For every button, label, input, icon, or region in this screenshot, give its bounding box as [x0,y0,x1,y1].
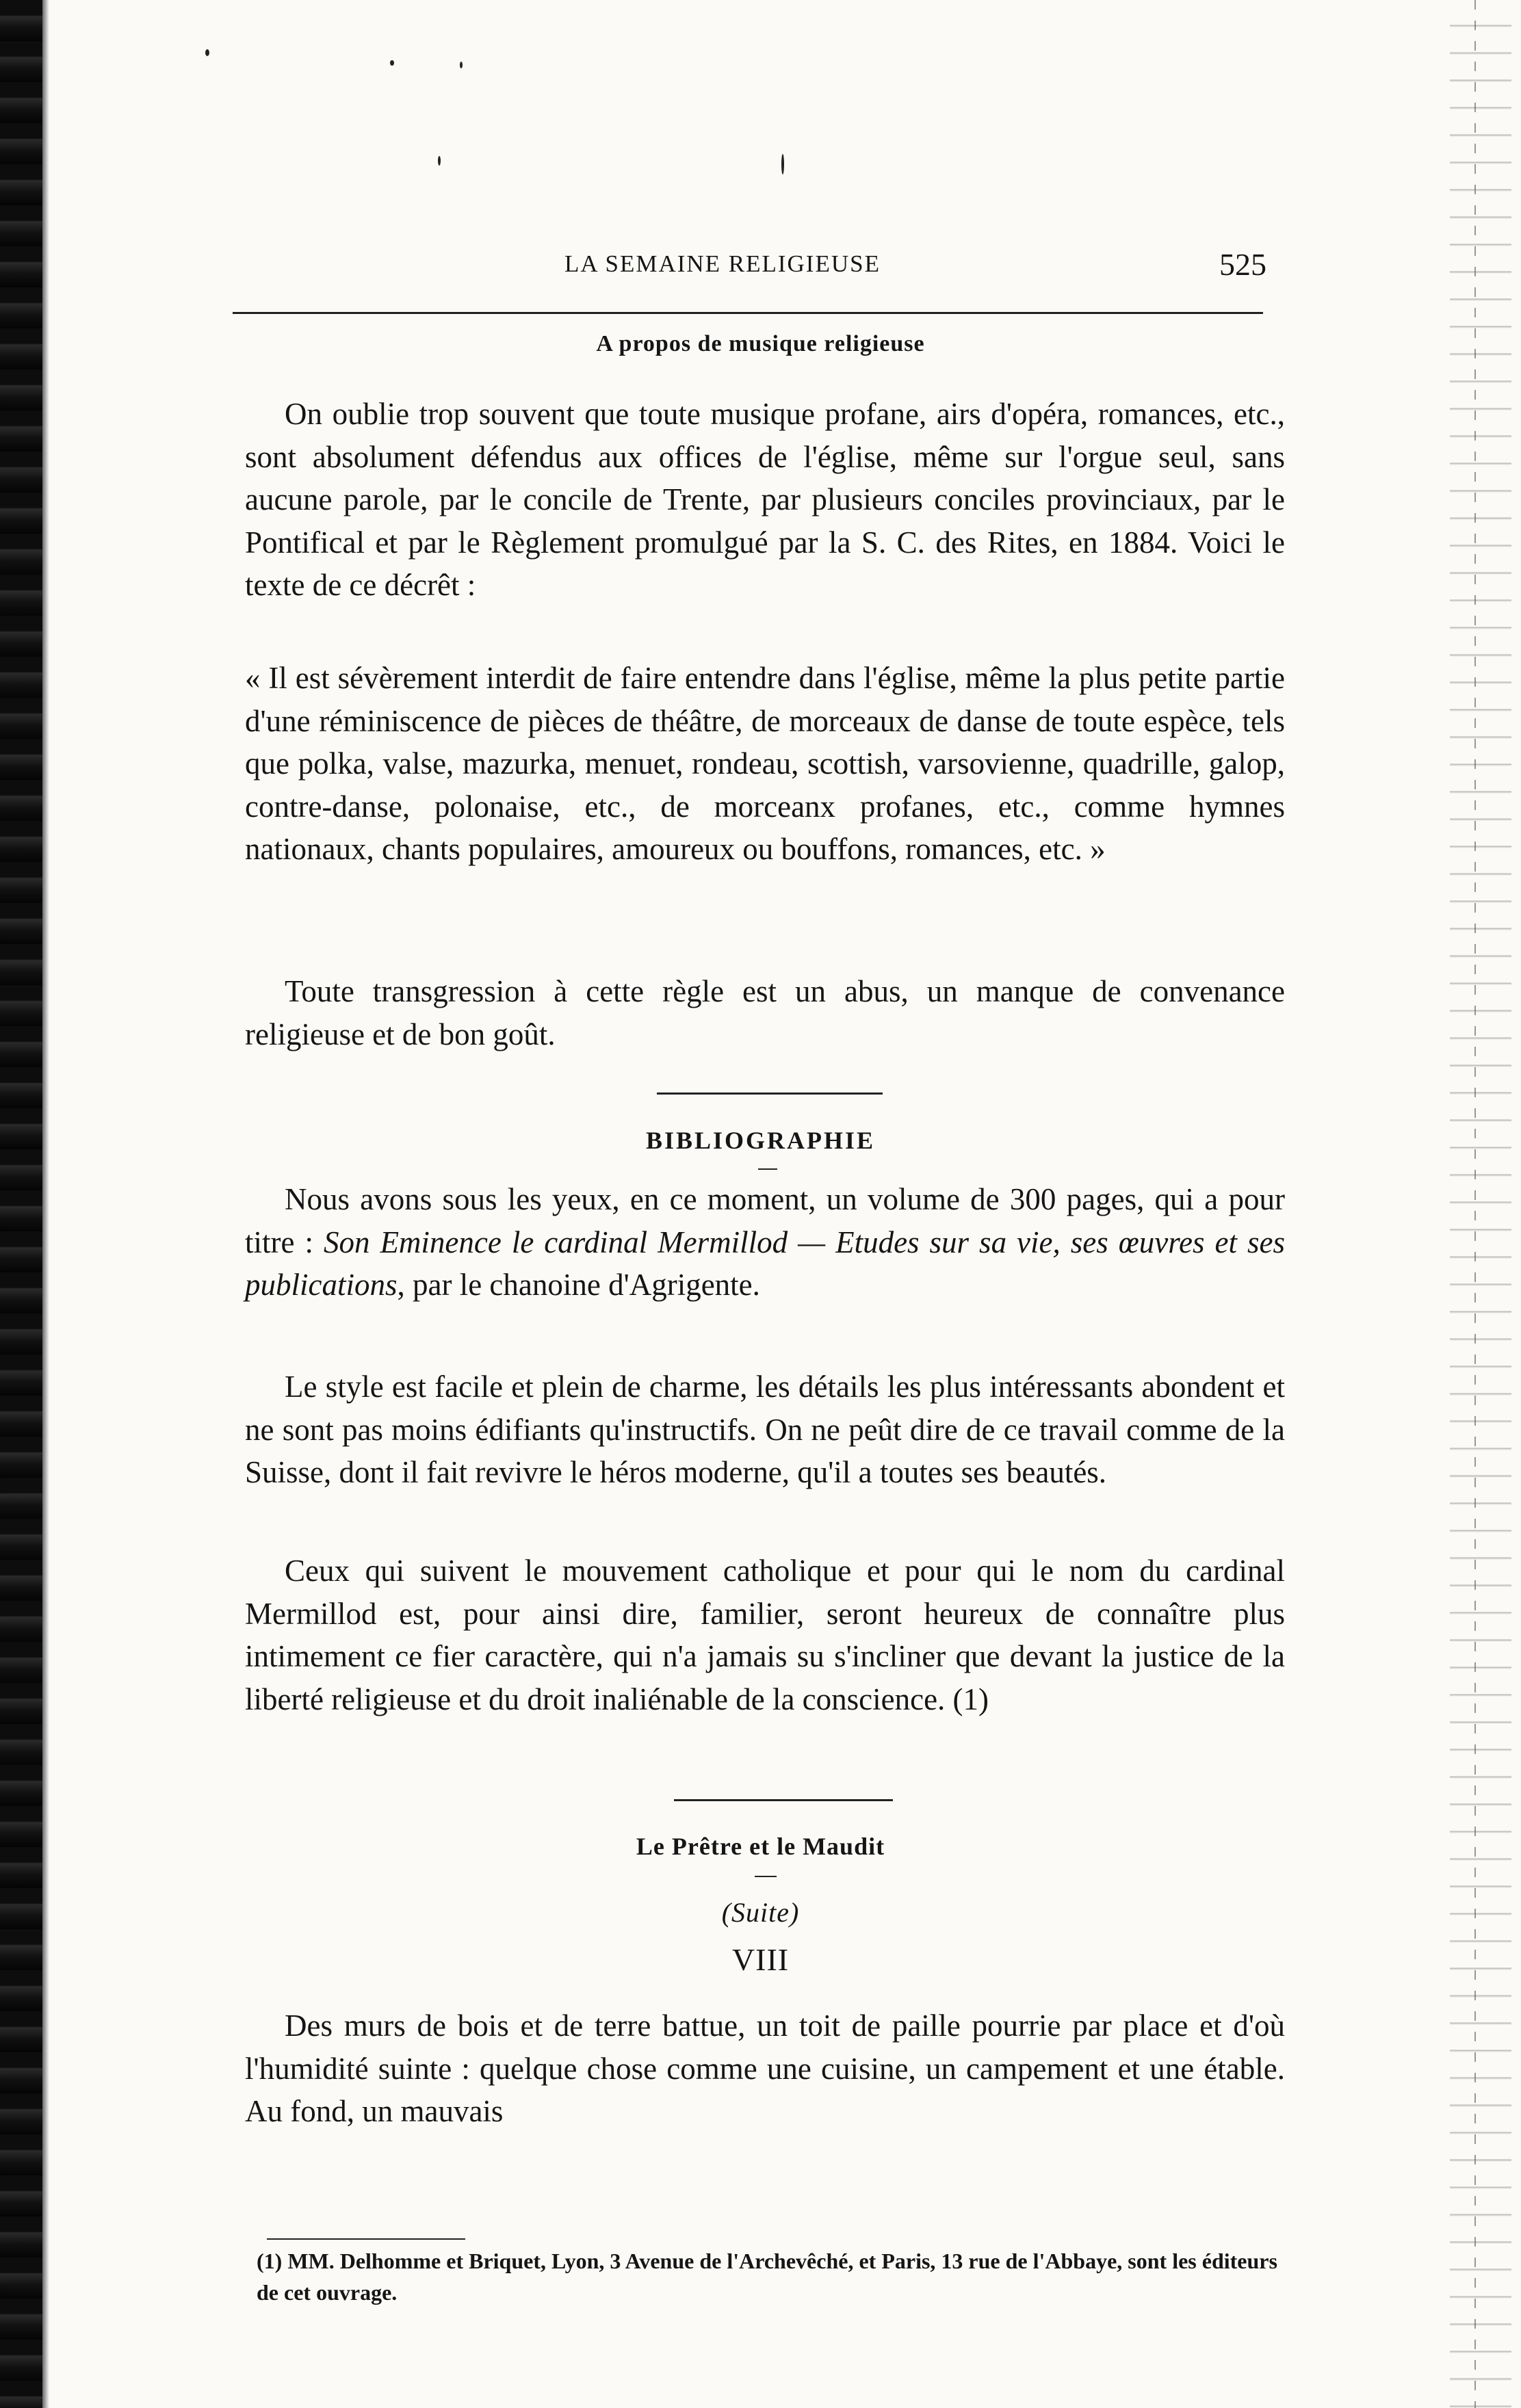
paragraph-musique-intro: On oublie trop souvent que toute musique profane, airs d'opéra, romances, etc., sont absolument défendus aux offices de l'église, même sur l'orgue seul, sans aucune parole, par le concile de Trente, par plusieurs conciles provinciaux, par le Pontifical et par le Règlement promulgué par la S. C. des Rites, en 1884. Voici le texte de ce décrêt : [245,397,1285,602]
page-edge-texture [1450,0,1511,2408]
paragraph-bibliographie-style: Le style est facile et plein de charme, les détails les plus intéressants abondent et ne sont pas moins édifiants qu'instructifs. On ne peût dire de ce travail comme de la Suisse, dont il fait revivre le héros moderne, qu'il a toutes ses beautés. [245,1370,1285,1489]
binding-edge-shadow [42,0,49,2408]
section-divider [674,1799,893,1801]
section-subtitle-suite: (Suite) [721,1897,800,1928]
paragraph-bibliographie-mermillod: Ceux qui suivent le mouvement catholique et pour qui le nom du cardinal Mermillod est, pour ainsi dire, familier, seront heureux de connaître plus intimement ce fier caractère, qui n'a jamais su s'incliner que devant la justice de la liberté religieuse et du droit inaliénable de la conscience. (1) [245,1554,1285,1716]
footnote-rule [267,2238,465,2240]
bibliographie-intro-end: , par le chanoine d'Agrigente. [397,1268,760,1302]
scan-speck [390,60,394,66]
page-edge-line [1474,0,1476,2408]
title-underline [758,1168,777,1170]
title-underline [755,1876,777,1877]
page-number: 525 [1219,247,1266,282]
book-binding-shadow [0,0,42,2408]
scan-speck [460,62,463,68]
paragraph-bibliographie-intro [245,1178,1285,1307]
scan-speck [781,154,784,174]
scan-speck [438,156,441,166]
section-title-musique: A propos de musique religieuse [596,331,925,356]
section-title-bibliographie: BIBLIOGRAPHIE [645,1127,876,1154]
section-title-pretre: Le Prêtre et le Maudit [636,1833,885,1860]
running-title: LA SEMAINE RELIGIEUSE [564,250,881,277]
section-divider [657,1092,883,1095]
running-head [0,247,1521,291]
paragraph-pretre-opening: Des murs de bois et de terre battue, un toit de paille pourrie par place et d'où l'humidité suinte : quelque chose comme une cuisine, un campement et une étable. Au fond, un mauvais [245,2008,1285,2128]
chapter-number: VIII [731,1942,790,1977]
footnote: (1) MM. Delhomme et Briquet, Lyon, 3 Avenue de l'Archevêché, et Paris, 13 rue de l'Abbaye, sont les éditeurs de cet ouvrage. [257,2249,1277,2305]
header-rule [233,312,1263,314]
bibliographie-intro-text: Nous avons sous les yeux, en ce moment, un volume de 300 pages, qui a pour titre : [245,1182,1285,1259]
paragraph-musique-decree-quote: « Il est sévèrement interdit de faire entendre dans l'église, même la plus petite partie d'une réminiscence de pièces de théâtre, de morceaux de danse de toute espèce, tels que polka, valse, mazurka, menuet, rondeau, scottish, varsovienne, quadrille, galop, contre-danse, polonaise, etc., de morceanx profanes, etc., comme hymnes nationaux, chants populaires, amoureux ou bouffons, romances, etc. » [245,661,1285,866]
paragraph-musique-conclusion: Toute transgression à cette règle est un abus, un manque de convenance religieuse et de bon goût. [245,974,1285,1051]
scan-speck [205,49,209,56]
book-title: Son Eminence le cardinal Mermillod — Etudes sur sa vie, ses œuvres et ses publications [245,1225,1285,1302]
